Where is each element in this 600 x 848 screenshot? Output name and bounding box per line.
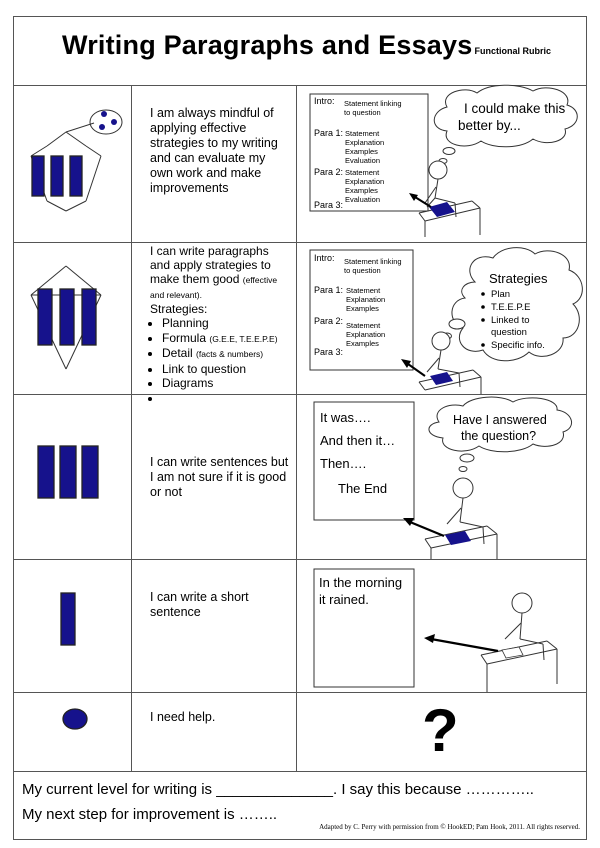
story-line-1: It was….	[320, 410, 371, 425]
description-cell	[132, 559, 297, 692]
level-description	[150, 244, 290, 405]
credit-line: Adapted by C. Perry with permission from © HookED; Pam Hook, 2011. All rights reserved.	[319, 823, 580, 831]
sentence-line-2: it rained.	[319, 592, 369, 607]
level-icon-cell	[14, 559, 132, 692]
thought-title: Strategies	[489, 271, 548, 286]
story-line-4: The End	[338, 481, 388, 496]
thought-item-5: Specific info.	[491, 340, 545, 351]
strategies-list	[150, 316, 290, 405]
plan-intro-label: Intro:	[314, 96, 335, 106]
thought-text-2: better by...	[458, 118, 521, 133]
example-cell	[297, 559, 586, 692]
plan-para2-text-2: Explanation	[346, 330, 386, 339]
list-item: • Diagrams	[162, 376, 290, 391]
list-item: • Link to question	[162, 362, 290, 377]
thought-item-4: question	[491, 327, 527, 338]
level-icon-cell	[14, 394, 132, 559]
rubric-row-relational	[14, 242, 586, 395]
level-description: I need help.	[150, 710, 216, 724]
example-cell	[297, 394, 586, 559]
reflection-footer	[14, 771, 586, 839]
plan-intro-text-2: to question	[344, 108, 381, 117]
level-description: I can write sentences but I am not sure if it is good or not	[150, 455, 289, 499]
level-icon-cell	[14, 242, 132, 394]
example-cell	[297, 242, 586, 394]
strategies-label: Strategies:	[150, 302, 208, 316]
plan-intro-text-1: Statement linking	[344, 257, 402, 266]
example-cell	[297, 692, 586, 771]
level-description: I am always mindful of applying effective strategies to my writing and can evaluate my own work and make improvements	[150, 106, 278, 195]
example-illustration-sentences	[297, 394, 586, 559]
list-item: • Planning	[162, 316, 290, 331]
description-cell	[132, 242, 297, 394]
description-cell	[132, 85, 297, 242]
plan-para2-text-1: Statement	[346, 321, 381, 330]
plan-para2-text-1: Statement	[345, 168, 380, 177]
desc-main: I can write paragraphs and apply strategies to make them good	[150, 244, 271, 286]
plan-para1-text-3: Examples	[346, 304, 379, 313]
plan-para2-label: Para 2:	[314, 316, 344, 326]
level-icon-prestructural	[14, 692, 132, 771]
next-step-prompt: My next step for improvement is ……..	[22, 806, 278, 823]
example-illustration-reflect	[297, 85, 586, 242]
level-icon-cell	[14, 692, 132, 771]
rubric-sheet	[13, 16, 587, 840]
plan-para2-label: Para 2:	[314, 167, 344, 177]
rubric-row-unistructural	[14, 559, 586, 693]
description-cell	[132, 394, 297, 559]
description-cell	[132, 692, 297, 771]
rubric-row-multistructural	[14, 394, 586, 560]
example-illustration-strategies	[297, 242, 586, 394]
current-level-prompt: My current level for writing is ______________. I say this because …………..	[22, 781, 534, 798]
title-row	[14, 17, 586, 86]
thought-text-1: Have I answered	[453, 413, 547, 427]
plan-para1-text-3: Examples	[345, 147, 378, 156]
plan-intro-text-2: to question	[344, 266, 381, 275]
plan-para3-label: Para 3:	[314, 347, 344, 357]
thought-item-2: T.E.E.P.E	[491, 302, 531, 313]
plan-para1-text-1: Statement	[345, 129, 380, 138]
level-description: I can write a short sentence	[150, 590, 249, 619]
plan-para2-text-4: Evaluation	[345, 195, 381, 204]
list-item: • Formula (G.E.E, T.E.E.P.E)	[162, 331, 290, 347]
plan-para2-text-2: Explanation	[345, 177, 385, 186]
page-title	[62, 30, 551, 61]
plan-para1-label: Para 1:	[314, 128, 344, 138]
level-icon-extended	[14, 85, 132, 242]
thought-text-2: the question?	[461, 429, 537, 443]
level-icon-multistructural	[14, 394, 132, 559]
question-mark-symbol: ?	[422, 697, 459, 764]
rubric-row-prestructural	[14, 692, 586, 772]
story-line-3: Then….	[320, 456, 367, 471]
level-icon-cell	[14, 85, 132, 242]
title-text: Writing Paragraphs and Essays	[62, 30, 473, 60]
example-illustration-short-sentence	[297, 559, 586, 692]
plan-para1-text-2: Explanation	[346, 295, 386, 304]
plan-para1-label: Para 1:	[314, 285, 344, 295]
level-icon-unistructural	[14, 559, 132, 692]
list-item: • Detail (facts & numbers)	[162, 346, 290, 362]
plan-para1-text-4: Evaluation	[345, 156, 381, 165]
plan-intro-text-1: Statement linking	[344, 99, 402, 108]
example-cell	[297, 85, 586, 242]
desc-small: (effective and relevant).	[150, 275, 278, 300]
story-line-2: And then it…	[320, 433, 396, 448]
thought-item-1: Plan	[491, 289, 511, 300]
thought-item-3: Linked to	[491, 315, 530, 326]
rubric-row-extended-abstract	[14, 85, 586, 243]
plan-para1-text-2: Explanation	[345, 138, 385, 147]
page-subtitle: Functional Rubric	[474, 46, 551, 56]
thought-text-1: I could make this	[464, 101, 566, 116]
level-icon-relational	[14, 242, 132, 394]
plan-para2-text-3: Examples	[346, 339, 379, 348]
plan-para1-text-1: Statement	[346, 286, 381, 295]
sentence-line-1: In the morning	[319, 575, 403, 590]
plan-para3-label: Para 3:	[314, 200, 344, 210]
plan-intro-label: Intro:	[314, 253, 335, 263]
plan-para2-text-3: Examples	[345, 186, 378, 195]
